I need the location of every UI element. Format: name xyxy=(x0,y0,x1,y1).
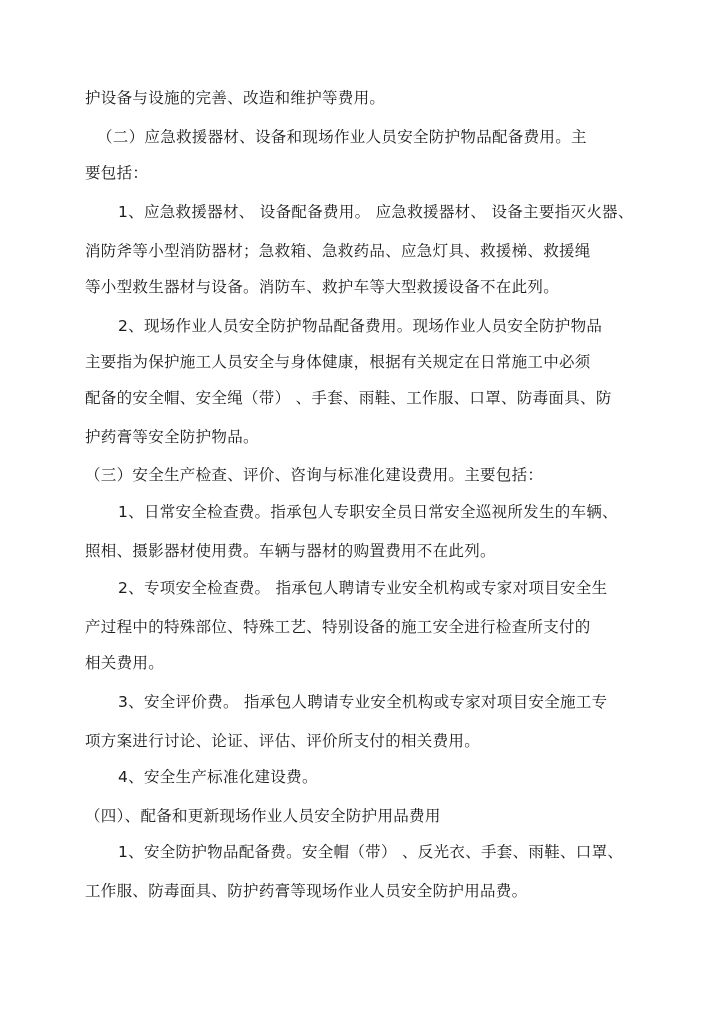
text-line: 主要指为保护施工人员安全与身体健康，根据有关规定在日常施工中必须 xyxy=(85,353,591,371)
text-line: 照相、摄影器材使用费。车辆与器材的购置费用不在此列。 xyxy=(85,542,496,560)
text-line: 护药膏等安全防护物品。 xyxy=(85,428,259,446)
text-line: 护设备与设施的完善、改造和维护等费用。 xyxy=(85,89,386,107)
text-line: 3、安全评价费。 指承包人聘请专业安全机构或专家对项目安全施工专 xyxy=(118,693,608,711)
text-line: 工作服、防毒面具、防护药膏等现场作业人员安全防护用品费。 xyxy=(85,882,528,900)
text-line: 项方案进行讨论、论证、评估、评价所支付的相关费用。 xyxy=(85,732,481,750)
text-line: 2、现场作业人员安全防护物品配备费用。现场作业人员安全防护物品 xyxy=(118,317,603,335)
text-line: 配备的安全帽、安全绳（带） 、手套、雨鞋、工作服、口罩、防毒面具、防 xyxy=(85,389,612,407)
text-line: 1、安全防护物品配备费。安全帽（带） 、反光衣、手套、雨鞋、口罩、 xyxy=(118,843,624,861)
text-line: 1、日常安全检查费。指承包人专职安全员日常安全巡视所发生的车辆、 xyxy=(118,503,618,521)
text-line: 要包括： xyxy=(85,164,149,182)
text-line: 1、应急救援器材、 设备配备费用。 应急救援器材、 设备主要指灭火器、 xyxy=(118,203,634,221)
text-line: 产过程中的特殊部位、特殊工艺、特别设备的施工安全进行检查所支付的 xyxy=(85,618,591,636)
section-heading-4: （四）、配备和更新现场作业人员安全防护用品费用 xyxy=(85,807,441,825)
text-line: 2、专项安全检查费。 指承包人聘请专业安全机构或专家对项目安全生 xyxy=(118,579,608,597)
text-line: 相关费用。 xyxy=(85,654,165,672)
section-heading-3: （三）安全生产检查、评价、咨询与标准化建设费用。主要包括： xyxy=(85,466,544,484)
section-heading-2: （二）应急救援器材、设备和现场作业人员安全防护物品配备费用。主 xyxy=(97,128,587,146)
text-line: 等小型救生器材与设备。消防车、救护车等大型救援设备不在此列。 xyxy=(85,278,560,296)
text-line: 4、安全生产标准化建设费。 xyxy=(118,768,318,786)
text-line: 消防斧等小型消防器材；急救箱、急救药品、应急灯具、救援梯、救援绳 xyxy=(85,242,591,260)
